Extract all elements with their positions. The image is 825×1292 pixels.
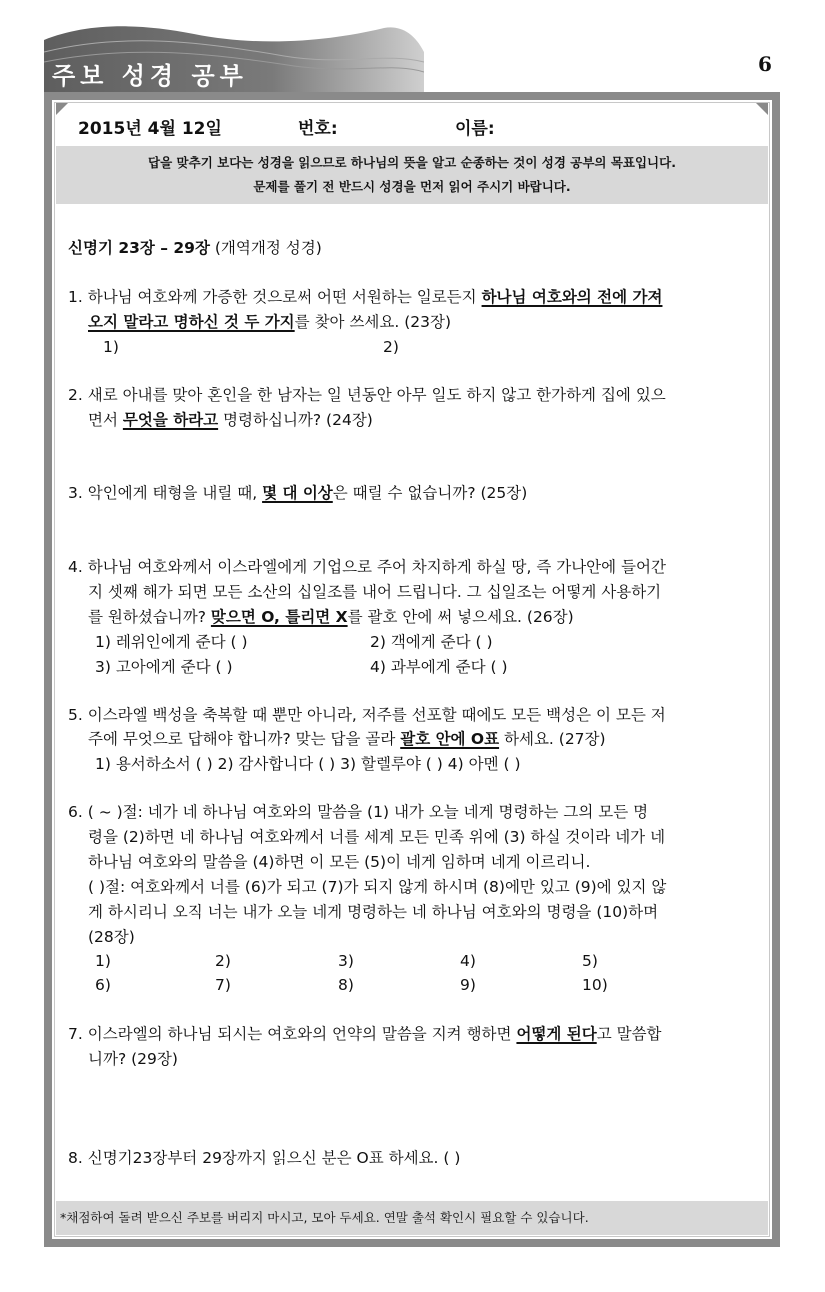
q4-emphasis: 맞으면 O, 틀리면 X	[210, 608, 348, 626]
q5-emphasis: 괄호 안에 O표	[400, 730, 500, 748]
q6-blank-4: 4)	[460, 952, 476, 970]
question-1-line-2	[88, 312, 451, 332]
q2-text: 면서	[88, 411, 123, 429]
q5-options: 1) 용서하소서 ( ) 2) 감사합니다 ( ) 3) 할렐루야 ( ) 4) 아멘 ( )	[95, 755, 521, 773]
frame-inner-line-left	[54, 102, 55, 1237]
q7-text: 7. 이스라엘의 하나님 되시는 여호와의 언약의 말씀을 지켜 행하면	[68, 1025, 517, 1043]
page-number: 6	[758, 52, 772, 76]
q4-option-4: 4) 과부에게 준다 ( )	[370, 658, 508, 676]
q1-answer-2: 2)	[383, 338, 399, 356]
q1-text-end: 를 찾아 쓰세요. (23장)	[294, 313, 452, 331]
instructions-line-1: 답을 맞추기 보다는 성경을 읽으므로 하나님의 뜻을 알고 순종하는 것이 성경 공부의 목표입니다.	[148, 155, 676, 170]
q6-blank-6: 6)	[95, 976, 111, 994]
q5-text-end: 하세요. (27장)	[499, 730, 606, 748]
question-6-line-4: ( )절: 여호와께서 너를 (6)가 되고 (7)가 되지 않게 하시며 (8)에만 있고 (9)에 있지 않	[88, 878, 667, 896]
q4-option-1: 1) 레위인에게 준다 ( )	[95, 633, 248, 651]
frame-top-border	[44, 92, 780, 100]
frame-right-border	[772, 92, 780, 1247]
question-6-line-1: 6. ( ~ )절: 네가 네 하나님 여호와의 말씀을 (1) 내가 오늘 네게 명령하는 그의 모든 명	[68, 803, 649, 821]
number-label: 번호:	[298, 119, 338, 139]
question-4-line-3	[88, 607, 574, 627]
frame-inner-line-bottom	[54, 1236, 770, 1237]
question-6-line-6: (28장)	[88, 928, 135, 946]
corner-ornament-right	[754, 103, 768, 117]
question-7-line-1	[68, 1024, 662, 1044]
name-label: 이름:	[455, 119, 495, 139]
question-5-line-2	[88, 729, 606, 749]
question-4-line-1: 4. 하나님 여호와께서 이스라엘에게 기업으로 주어 차지하게 하실 땅, 즉 가나안에 들어간	[68, 558, 666, 576]
question-1-line-1	[68, 287, 662, 307]
q4-text-end: 를 괄호 안에 써 넣으세요. (26장)	[347, 608, 574, 626]
question-6-line-2: 령을 (2)하면 네 하나님 여호와께서 너를 세계 모든 민족 위에 (3) 하실 것이라 네가 네	[88, 828, 666, 846]
q6-blank-2: 2)	[215, 952, 231, 970]
q4-text: 를 원하셨습니까?	[88, 608, 211, 626]
frame-left-border	[44, 92, 52, 1247]
q4-option-3: 3) 고아에게 준다 ( )	[95, 658, 233, 676]
instructions-box	[56, 146, 768, 204]
q4-option-2: 2) 객에게 준다 ( )	[370, 633, 493, 651]
q1-text: 1. 하나님 여호와께 가증한 것으로써 어떤 서원하는 일로든지	[68, 288, 482, 306]
question-6-line-5: 게 하시리니 오직 너는 내가 오늘 네게 명령하는 네 하나님 여호와의 명령을 (10)하며	[88, 903, 659, 921]
question-8: 8. 신명기23장부터 29장까지 읽으신 분은 O표 하세요. ( )	[68, 1149, 461, 1167]
question-5-line-1: 5. 이스라엘 백성을 축복할 때 뿐만 아니라, 저주를 선포할 때에도 모든 백성은 이 모든 저	[68, 706, 666, 724]
instructions-line-2: 문제를 풀기 전 반드시 성경을 먼저 읽어 주시기 바랍니다.	[253, 179, 571, 194]
q3-text-end: 은 때릴 수 없습니까? (25장)	[332, 484, 528, 502]
q6-blank-9: 9)	[460, 976, 476, 994]
q2-text-end: 명령하십니까? (24장)	[218, 411, 373, 429]
q6-blank-5: 5)	[582, 952, 598, 970]
frame-inner-line-right	[769, 102, 770, 1237]
section-title	[68, 238, 322, 258]
q1-emphasis-2: 오지 말라고 명하신 것 두 가지	[88, 313, 295, 331]
footer-note: *채점하여 돌려 받으신 주보를 버리지 마시고, 모아 두세요. 연말 출석 확인시 필요할 수 있습니다.	[56, 1201, 768, 1235]
frame-inner-line-top	[54, 102, 770, 103]
question-3	[68, 483, 527, 503]
question-7-line-2: 니까? (29장)	[88, 1050, 178, 1068]
q7-emphasis: 어떻게 된다	[516, 1025, 597, 1043]
frame-bottom-border	[44, 1239, 780, 1247]
q1-answer-1: 1)	[103, 338, 119, 356]
q6-blank-10: 10)	[582, 976, 608, 994]
q6-blank-1: 1)	[95, 952, 111, 970]
section-title-bold: 신명기 23장 – 29장	[68, 239, 210, 257]
q1-emphasis-1: 하나님 여호와의 전에 가져	[481, 288, 663, 306]
section-title-note: (개역개정 성경)	[209, 239, 322, 257]
q6-blank-3: 3)	[338, 952, 354, 970]
q7-text-end: 고 말씀합	[596, 1025, 662, 1043]
q5-text: 주에 무엇으로 답해야 합니까? 맞는 답을 골라	[88, 730, 401, 748]
question-6-line-3: 하나님 여호와의 말씀을 (4)하면 이 모든 (5)이 네게 임하며 네게 이르리니.	[88, 853, 591, 871]
q3-text: 3. 악인에게 태형을 내릴 때,	[68, 484, 263, 502]
q6-blank-8: 8)	[338, 976, 354, 994]
question-2-line-1: 2. 새로 아내를 맞아 혼인을 한 남자는 일 년동안 아무 일도 하지 않고 한가하게 집에 있으	[68, 386, 666, 404]
page-title: 주보 성경 공부	[52, 62, 248, 90]
q3-emphasis: 몇 대 이상	[262, 484, 333, 502]
q6-blank-7: 7)	[215, 976, 231, 994]
q2-emphasis: 무엇을 하라고	[122, 411, 219, 429]
date-field: 2015년 4월 12일	[78, 119, 222, 139]
question-2-line-2	[88, 410, 373, 430]
corner-ornament-left	[56, 103, 70, 117]
question-4-line-2: 지 셋째 해가 되면 모든 소산의 십일조를 내어 드립니다. 그 십일조는 어떻게 사용하기	[88, 583, 662, 601]
